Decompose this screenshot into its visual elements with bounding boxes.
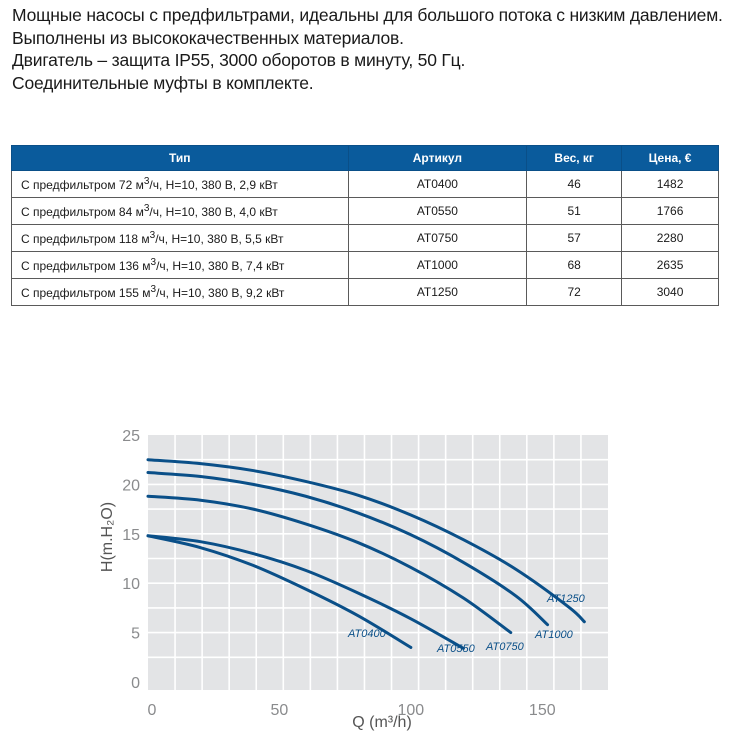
table-row [12, 279, 719, 306]
cell-article: AT0550 [348, 198, 527, 225]
cell-price: 2635 [622, 252, 719, 279]
cell-price: 3040 [622, 279, 719, 306]
cell-weight: 57 [527, 225, 622, 252]
intro-text [12, 4, 732, 94]
y-tick-label: 15 [122, 526, 140, 544]
cell-article: AT0400 [348, 171, 527, 198]
intro-line-3: Двигатель – защита IP55, 3000 оборотов в минуту, 50 Гц. [12, 50, 466, 70]
cell-weight: 68 [527, 252, 622, 279]
col-header-weight: Вес, кг [527, 146, 622, 171]
cell-type: С предфильтром 84 $м^3/ч$, H=10, 380 В, 4,0 кВт [12, 198, 349, 225]
series-label-at0550: AT0550 [437, 643, 475, 655]
table-row [12, 171, 719, 198]
cell-price: 1482 [622, 171, 719, 198]
series-label-at0400: AT0400 [348, 628, 386, 640]
y-tick-label: 10 [122, 576, 140, 594]
intro-line-4: Соединительные муфты в комплекте. [12, 72, 314, 93]
table-row [12, 225, 719, 252]
table-header-row [12, 146, 719, 171]
x-tick-label: 0 [147, 702, 157, 719]
x-axis-title: Q (m³/h) [352, 714, 412, 731]
cell-price: 2280 [622, 225, 719, 252]
table-row [12, 252, 719, 279]
intro-line-1: Мощные насосы с предфильтрами, идеальны для большого потока с низким давлением. [12, 5, 723, 25]
series-label-at1250: AT1250 [547, 593, 585, 605]
table-row [12, 198, 719, 225]
col-header-article: Артикул [348, 146, 527, 171]
cell-article: AT1000 [348, 252, 527, 279]
y-tick-label: 20 [122, 477, 140, 495]
chart-canvas [0, 405, 736, 738]
y-tick-label: 0 [131, 675, 140, 692]
plot-area [148, 435, 608, 690]
intro-line-2: Выполнены из высококачественных материалов. [12, 27, 404, 48]
x-tick-label: 100 [397, 702, 425, 719]
pump-spec-table [11, 145, 719, 306]
y-axis-title: H(m.H₂O) [99, 501, 116, 573]
cell-type: С предфильтром 155 $м^3/ч$, H=10, 380 В, 9,2 кВт [12, 279, 349, 306]
cell-type: С предфильтром 72 $м^3/ч$, H=10, 380 В, 2,9 кВт [12, 171, 349, 198]
cell-type: С предфильтром 136 $м^3/ч$, H=10, 380 В, 7,4 кВт [12, 252, 349, 279]
cell-weight: 72 [527, 279, 622, 306]
cell-price: 1766 [622, 198, 719, 225]
cell-article: AT1250 [348, 279, 527, 306]
series-label-at1000: AT1000 [535, 629, 573, 641]
col-header-type: Тип [12, 146, 349, 171]
y-tick-label: 25 [122, 428, 140, 445]
y-tick-label: 5 [131, 625, 140, 643]
x-tick-label: 150 [528, 702, 556, 719]
cell-type: С предфильтром 118 $м^3/ч$, H=10, 380 В, 5,5 кВт [12, 225, 349, 252]
col-header-price: Цена, € [622, 146, 719, 171]
x-tick-label: 50 [270, 702, 289, 719]
cell-article: AT0750 [348, 225, 527, 252]
cell-weight: 46 [527, 171, 622, 198]
cell-weight: 51 [527, 198, 622, 225]
pump-performance-chart [0, 405, 736, 738]
series-label-at0750: AT0750 [486, 641, 524, 653]
